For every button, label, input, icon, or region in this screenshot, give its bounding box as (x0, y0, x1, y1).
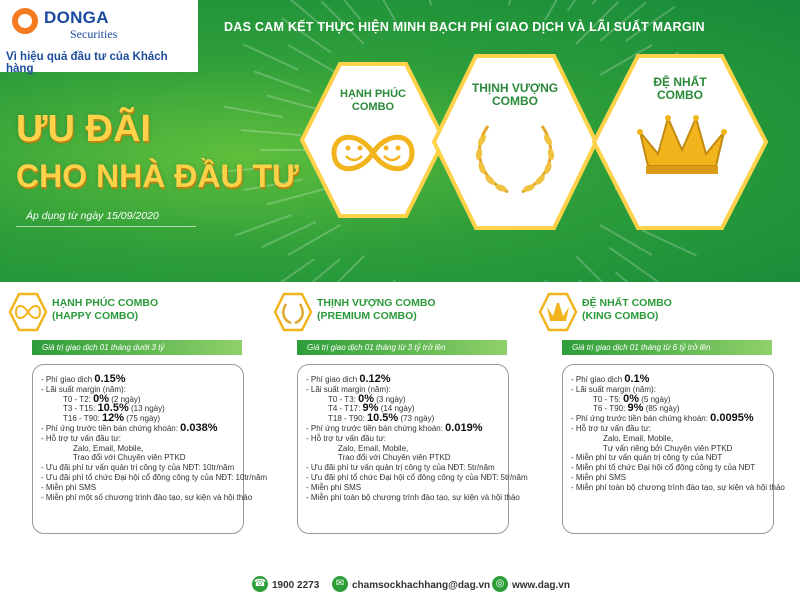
ray-line (545, 0, 575, 20)
card-details-box (562, 364, 785, 534)
ray-line (224, 107, 283, 117)
ray-line (576, 256, 618, 282)
combo-card-happy (0, 290, 268, 570)
brand-logo-panel (0, 0, 198, 75)
ray-line (365, 0, 395, 20)
card-condition-band: Giá trị giao dịch 01 tháng dưới 3 tỷ (32, 340, 242, 355)
ray-line (545, 280, 575, 282)
footer-email[interactable]: chamsockhachhang@dag.vn (352, 580, 491, 591)
ray-line (241, 130, 301, 135)
ray-line (294, 259, 340, 282)
ray-line (235, 215, 291, 236)
email-icon: ✉ (332, 576, 348, 592)
card-lines: - Phí giao dịch 0.12% - Lãi suất margin (năm): T0 - T3: 0% (3 ngày) T4 - T17: 9% (14 ngày) T18 - T90: 10.5% (73 ngày) - Phí ứng trước tiền bán chứng khoán: 0.019% - Hỗ trợ tư vấn đầu tư: Zalo, Email, Mobile, Trao đổi với Chuyên viên PTKD - Ưu đãi phí tư vấn quản trị công ty của NĐT: 5tr/năm - Ưu đãi phí tổ chức Đại hội cổ đông công ty của NĐT: 5tr/năm - Miễn phí SMS - Miễn phí toàn bộ chương trình đào tạo, sự kiện và hội thảo (306, 373, 528, 502)
headline-line-1: ƯU ĐÃI (16, 108, 151, 150)
card-condition-band: Giá trị giao dịch 01 tháng từ 6 tỷ trở lên (562, 340, 772, 355)
ray-line (265, 259, 314, 282)
card-title: HẠNH PHÚC COMBO (HAPPY COMBO) (52, 297, 159, 322)
card-details-box (32, 364, 268, 534)
laurel-wreath-icon (470, 118, 560, 198)
combo-card-premium (265, 290, 528, 570)
globe-icon: ◎ (492, 576, 508, 592)
donga-logo-icon (12, 8, 38, 34)
ray-line (365, 280, 395, 282)
footer-phone[interactable]: 1900 2273 (272, 580, 320, 591)
card-lines: - Phí giao dịch 0.15% - Lãi suất margin (năm): T0 - T2: 0% (2 ngày) T3 - T15: 10.5% (13 ngày) T16 - T90: 12% (75 ngày) - Phí ứng trước tiền bán chứng khoán: 0.038% - Hỗ trợ tư vấn đầu tư: Zalo, Email, Mobile, Trao đổi với Chuyên viên PTKD - Ưu đãi phí tư vấn quản trị công ty của NĐT: 10tr/năm - Ưu đãi phí tổ chức Đại hội cổ đông công ty của NĐT: 10tr/năm - Miễn phí SMS - Miễn phí một số chương trình đào tạo, sự kiện và hội thảo (41, 373, 268, 502)
ray-line (616, 272, 662, 282)
ray-line (642, 230, 696, 255)
ray-line (609, 248, 658, 282)
ray-line (592, 0, 631, 4)
phone-icon: ☎ (252, 576, 268, 592)
combo-card-king (530, 290, 785, 570)
hexagon-premium-title: THỊNH VƯỢNG COMBO (471, 81, 559, 108)
ray-line (288, 225, 340, 255)
card-title: ĐỆ NHẤT COMBO (KING COMBO) (582, 297, 672, 322)
smile-infinity-icon (330, 130, 416, 176)
apply-date: Áp dụng từ ngày 15/09/2020 (26, 210, 159, 222)
brand-sub: Securities (70, 27, 118, 41)
brand-name: DONGA (44, 8, 109, 27)
card-details-box (297, 364, 528, 534)
apply-underline (16, 226, 196, 227)
hexagon-king-title: ĐỆ NHẤT COMBO (653, 75, 707, 102)
ray-line (509, 0, 525, 5)
footer-web[interactable]: www.dag.vn (512, 580, 570, 591)
ray-line (416, 0, 432, 5)
brand-tagline: Vì hiệu quả đầu tư của Khách hàng (6, 51, 168, 75)
pledge-heading: DAS CAM KẾT THỰC HIỆN MINH BẠCH PHÍ GIAO DỊCH VÀ LÃI SUẤT MARGIN (224, 20, 705, 34)
ray-line (322, 0, 361, 20)
ray-line (579, 280, 618, 282)
ray-line (568, 0, 602, 11)
crown-icon (538, 292, 578, 332)
crown-icon (632, 110, 732, 180)
laurel-wreath-icon (273, 292, 313, 332)
headline-line-2: CHO NHÀ ĐẦU TƯ (16, 158, 299, 194)
ray-line (243, 44, 297, 69)
hexagon-happy-title: HẠNH PHÚC COMBO (340, 88, 406, 113)
card-condition-band: Giá trị giao dịch 01 tháng từ 3 tỷ trở lên (297, 340, 507, 355)
smile-infinity-icon (8, 292, 48, 332)
hero-banner (0, 0, 800, 282)
card-title: THỊNH VƯỢNG COMBO (PREMIUM COMBO) (317, 297, 436, 322)
footer-contact (0, 574, 800, 600)
card-lines: - Phí giao dịch 0.1% - Lãi suất margin (năm): T0 - T5: 0% (5 ngày) T6 - T90: 9% (85 ngày) - Phí ứng trước tiền bán chứng khoán: 0.0095% - Hỗ trợ tư vấn đầu tư: Zalo, Email, Mobile, Tư vấn riêng bởi Chuyên viên PTKD - Miễn phí tư vấn quản trị công ty của NĐT - Miễn phí tổ chức Đại hội cổ đông công ty của NĐT - Miễn phí SMS - Miễn phí toàn bộ chương trình đào tạo, sự kiện và hội thảo (571, 373, 785, 492)
